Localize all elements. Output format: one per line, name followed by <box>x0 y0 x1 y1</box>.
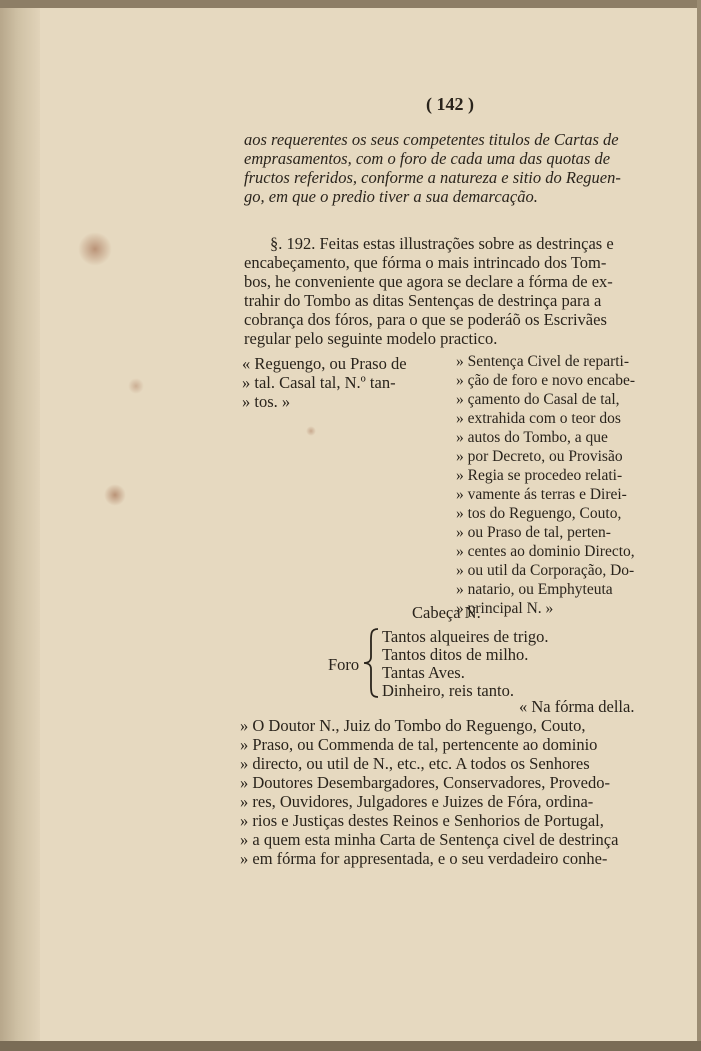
closing-line: » em fórma for appresentada, e o seu verdadeiro conhe- <box>240 849 608 868</box>
closing-line: » a quem esta minha Carta de Sentença civel de destrinça <box>240 830 619 849</box>
paragraph-line: encabeçamento, que fórma o mais intrincado dos Tom- <box>244 253 607 272</box>
page-right-edge <box>697 0 701 1051</box>
foro-item: Dinheiro, reis tanto. <box>382 681 514 700</box>
paragraph-line: §. 192. Feitas estas illustrações sobre as destrinças e <box>270 234 614 253</box>
foxing-stain <box>306 426 316 436</box>
page-top-edge <box>0 0 701 8</box>
left-column-line: » tos. » <box>242 392 291 411</box>
closing-line: » directo, ou util de N., etc., etc. A todos os Senhores <box>240 754 590 773</box>
right-column-line: » ou Praso de tal, perten- <box>456 524 611 541</box>
right-column-line: » ção de foro e novo encabe- <box>456 372 636 389</box>
right-column-line: » Sentença Civel de reparti- <box>456 353 630 370</box>
foxing-stain <box>128 378 144 394</box>
paragraph-line: cobrança dos fóros, para o que se poderáõ os Escrivães <box>244 310 607 329</box>
left-column-line: » tal. Casal tal, N.º tan- <box>242 373 396 392</box>
right-column-line: » centes ao dominio Directo, <box>456 543 635 560</box>
closing-line: » Praso, ou Commenda de tal, pertencente ao dominio <box>240 735 598 754</box>
right-column-line: » Regia se procedeo relati- <box>456 467 623 484</box>
intro-line: fructos referidos, conforme a natureza e sitio do Reguen- <box>244 168 621 187</box>
foro-item: Tantas Aves. <box>382 663 465 682</box>
page-number: ( 142 ) <box>426 94 474 114</box>
closing-line: » res, Ouvidores, Julgadores e Juizes de Fóra, ordina- <box>240 792 594 811</box>
left-column-line: « Reguengo, ou Praso de <box>242 354 407 373</box>
intro-line: emprasamentos, com o foro de cada uma das quotas de <box>244 149 611 168</box>
foro-item: Tantos alqueires de trigo. <box>382 627 549 646</box>
foro-label: Foro <box>328 655 360 674</box>
right-column-line: » autos do Tombo, a que <box>456 429 608 446</box>
curly-brace-icon <box>362 627 380 699</box>
closing-line: » rios e Justiças destes Reinos e Senhorios de Portugal, <box>240 811 604 830</box>
right-column-line: » ou util da Corporação, Do- <box>456 562 635 579</box>
page-bottom-edge <box>0 1041 701 1051</box>
paragraph-line: bos, he conveniente que agora se declare a fórma de ex- <box>244 272 613 291</box>
na-forma-line: « Na fórma della. <box>519 697 635 716</box>
right-column-line: » çamento do Casal de tal, <box>456 391 620 408</box>
right-column-line: » natario, ou Emphyteuta <box>456 581 613 598</box>
closing-line: » Doutores Desembargadores, Conservadores, Provedo- <box>240 773 610 792</box>
page-left-edge <box>0 0 40 1051</box>
foxing-stain <box>78 232 112 266</box>
paragraph-line: regular pelo seguinte modelo practico. <box>244 329 498 348</box>
intro-line: go, em que o predio tiver a sua demarcação. <box>244 187 538 206</box>
foro-item: Tantos ditos de milho. <box>382 645 529 664</box>
right-column-line: » principal N. » <box>456 600 554 617</box>
foxing-stain <box>104 484 126 506</box>
right-column-line: » vamente ás terras e Direi- <box>456 486 627 503</box>
right-column-line: » por Decreto, ou Provisão <box>456 448 623 465</box>
right-column-line: » extrahida com o teor dos <box>456 410 621 427</box>
cabeca-heading: Cabeça N. <box>412 603 481 622</box>
right-column-line: » tos do Reguengo, Couto, <box>456 505 622 522</box>
paragraph-line: trahir do Tombo as ditas Sentenças de destrinça para a <box>244 291 602 310</box>
intro-line: aos requerentes os seus competentes titulos de Cartas de <box>244 130 619 149</box>
closing-line: » O Doutor N., Juiz do Tombo do Reguengo, Couto, <box>240 716 586 735</box>
